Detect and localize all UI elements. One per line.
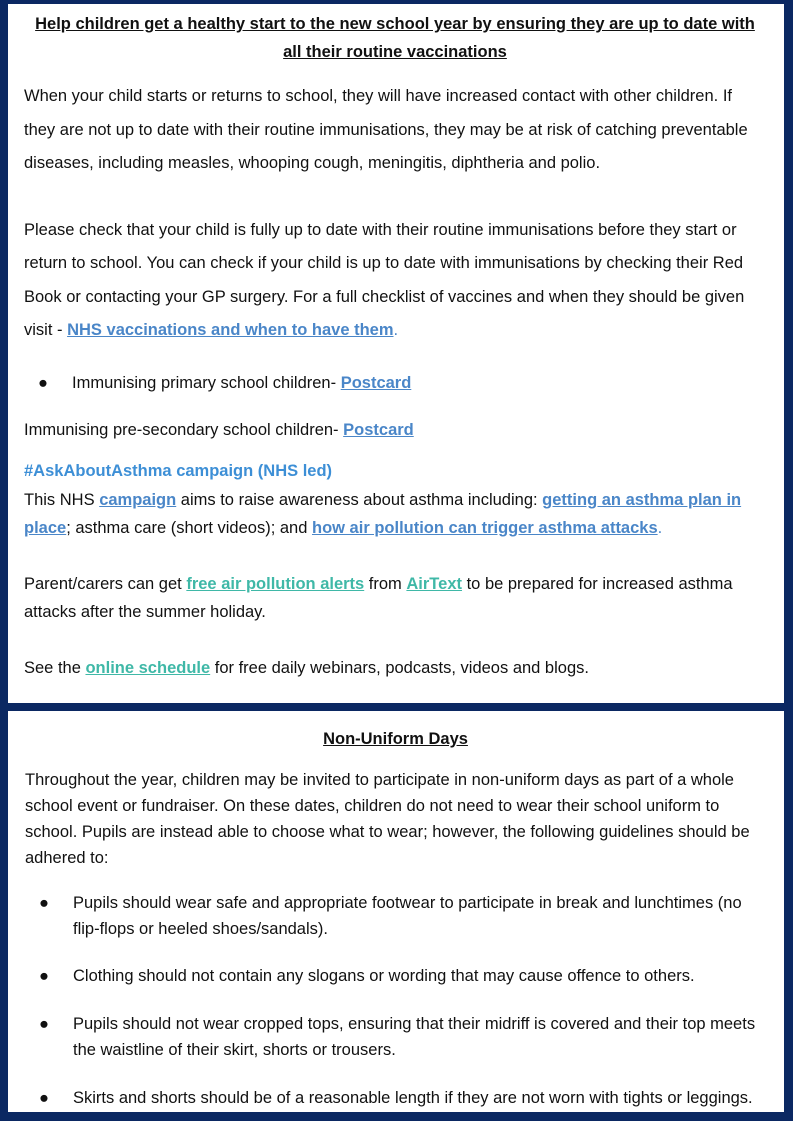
asthma-p3-text-a: See the [24, 658, 86, 677]
asthma-p1-text-a: This NHS [24, 490, 100, 509]
primary-postcard-item [24, 370, 766, 396]
bullet-icon: ● [39, 1015, 49, 1033]
asthma-p2-text-b: from [364, 574, 407, 593]
bullet-icon: ● [39, 1089, 49, 1107]
guideline-item [25, 1085, 766, 1111]
asthma-paragraph-2 [24, 570, 766, 626]
asthma-p1-end: . [657, 518, 663, 537]
vaccinations-paragraph-1: When your child starts or returns to school, they will have increased contact with other children. If they are not up to date with their routine immunisations, they may be at risk of catching preventable diseases, including measles, whooping cough, meningitis, diphtheria and polio. [24, 87, 748, 172]
vaccinations-paragraph-2-text: Please check that your child is fully up to date with their routine immunisations before they start or return to school. You can check if your child is up to date with immunisations by checking their Red Book or contacting your GP surgery. For a full checklist of vaccines and when they should be given visit - [24, 220, 745, 339]
air-pollution-alerts-link[interactable]: free air pollution alerts [186, 574, 365, 593]
online-schedule-link[interactable]: online schedule [85, 658, 211, 677]
guideline-text: Pupils should wear safe and appropriate footwear to participate in break and lunchtimes (no flip-flops or heeled shoes/sandals). [73, 894, 742, 938]
non-uniform-intro: Throughout the year, children may be invited to participate in non-uniform days as part of a whole school event or fundraiser. On these dates, children do not need to wear their school uniform to school. Pupils are instead able to choose what to wear; however, the following guidelines should be adhered to: [25, 771, 750, 867]
vaccinations-paragraph-2 [24, 214, 766, 348]
asthma-p1-text-b: aims to raise awareness about asthma including: [176, 490, 543, 509]
secondary-postcard-link[interactable]: Postcard [343, 420, 414, 439]
primary-postcard-label: Immunising primary school children- [72, 373, 341, 392]
bullet-icon: ● [39, 967, 49, 985]
asthma-p3-text-b: for free daily webinars, podcasts, videos and blogs. [210, 658, 589, 677]
non-uniform-title: Non-Uniform Days [323, 730, 468, 748]
asthma-p2-text-a: Parent/carers can get [24, 574, 187, 593]
asthma-p2-text-c: to be prepared for increased asthma attacks after the summer holiday. [24, 574, 733, 621]
asthma-plan-link[interactable]: getting an asthma plan in place [24, 490, 742, 537]
asthma-p1-text-c: ; asthma care (short videos); and [66, 518, 312, 537]
guideline-text: Skirts and shorts should be of a reasonable length if they are not worn with tights or leggings. [73, 1089, 753, 1107]
asthma-paragraph-1 [24, 486, 766, 542]
campaign-link[interactable]: campaign [99, 490, 177, 509]
secondary-postcard-label: Immunising pre-secondary school children- [24, 420, 344, 439]
guideline-item [25, 890, 766, 942]
air-pollution-asthma-link[interactable]: how air pollution can trigger asthma attacks [311, 518, 658, 537]
guideline-item [25, 1011, 766, 1063]
secondary-postcard-item [24, 416, 766, 444]
guideline-text: Clothing should not contain any slogans or wording that may cause offence to others. [73, 967, 695, 985]
asthma-campaign-heading: #AskAboutAsthma campaign (NHS led) [24, 461, 333, 480]
bullet-icon: ● [38, 373, 48, 392]
bullet-icon: ● [39, 894, 49, 912]
vaccinations-paragraph-2-end: . [393, 321, 399, 339]
primary-postcard-link[interactable]: Postcard [340, 373, 412, 392]
non-uniform-section [8, 711, 784, 1112]
vaccinations-section [8, 4, 784, 703]
asthma-paragraph-3 [24, 654, 766, 682]
nhs-vaccinations-link[interactable]: NHS vaccinations and when to have them [67, 321, 394, 339]
guideline-item [25, 963, 766, 989]
airtext-link[interactable]: AirText [406, 574, 463, 593]
vaccinations-title: Help children get a healthy start to the new school year by ensuring they are up to date with all their routine vaccinations [35, 15, 755, 61]
guideline-text: Pupils should not wear cropped tops, ensuring that their midriff is covered and their top meets the waistline of their skirt, shorts or trousers. [73, 1015, 756, 1059]
